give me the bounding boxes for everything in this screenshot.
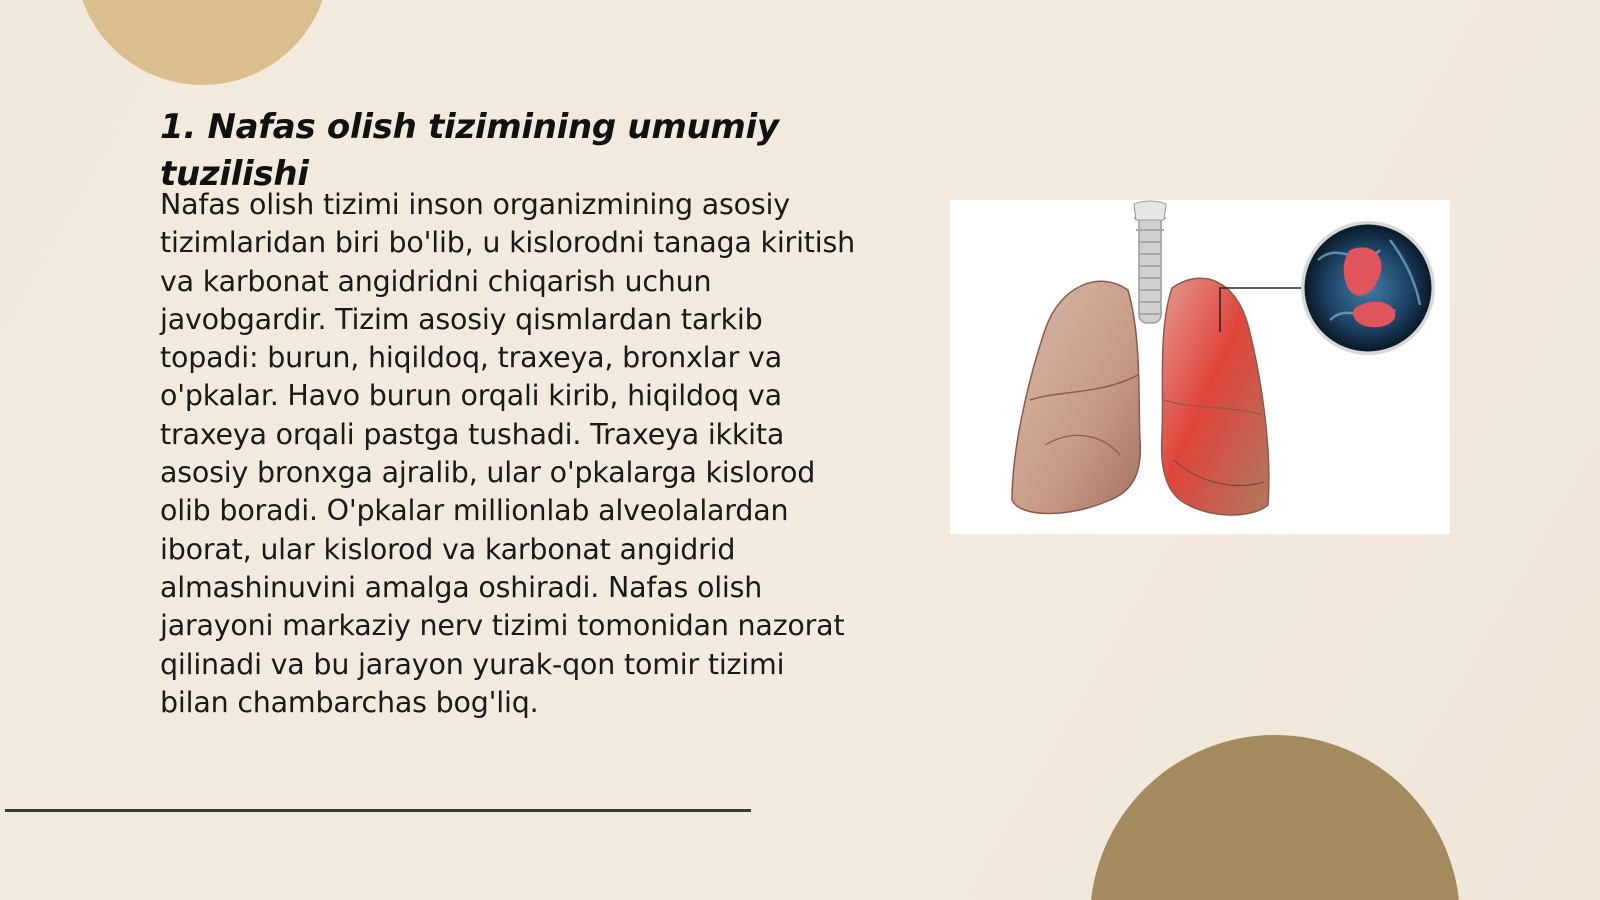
decorative-circle-top: [75, 0, 330, 85]
lungs-icon: [950, 200, 1450, 534]
decorative-circle-bottom: [1090, 735, 1460, 900]
divider-line: [5, 809, 751, 812]
lungs-illustration: [950, 200, 1450, 534]
slide-title: 1. Nafas olish tizimining umumiy tuzilishi: [160, 107, 779, 194]
trachea-icon: [1134, 201, 1166, 323]
magnified-alveoli-icon: [1301, 221, 1435, 355]
slide-body-text: Nafas olish tizimi inson organizmining asosiy tizimlaridan biri bo'lib, u kislorodni tanaga kiritish va karbonat angidridni chiqarish uchun javobgardir. Tizim asosiy qismlardan tarkib topadi: burun, hiqildoq, traxeya, bronxlar va o'pkalar. Havo burun orqali kirib, hiqildoq va traxeya orqali pastga tushadi. Traxeya ikkita asosiy bronxga ajralib, ular o'pkalarga kislorod olib boradi. O'pkalar millionlab alveolalardan iborat, ular kislorod va karbonat angidrid almashinuvini amalga oshiradi. Nafas olish jarayoni markaziy nerv tizimi tomonidan nazorat qilinadi va bu jarayon yurak-qon tomir tizimi bilan chambarchas bog'liq.: [160, 188, 855, 719]
left-lung-icon: [1012, 281, 1140, 513]
right-lung-icon: [1162, 278, 1269, 515]
